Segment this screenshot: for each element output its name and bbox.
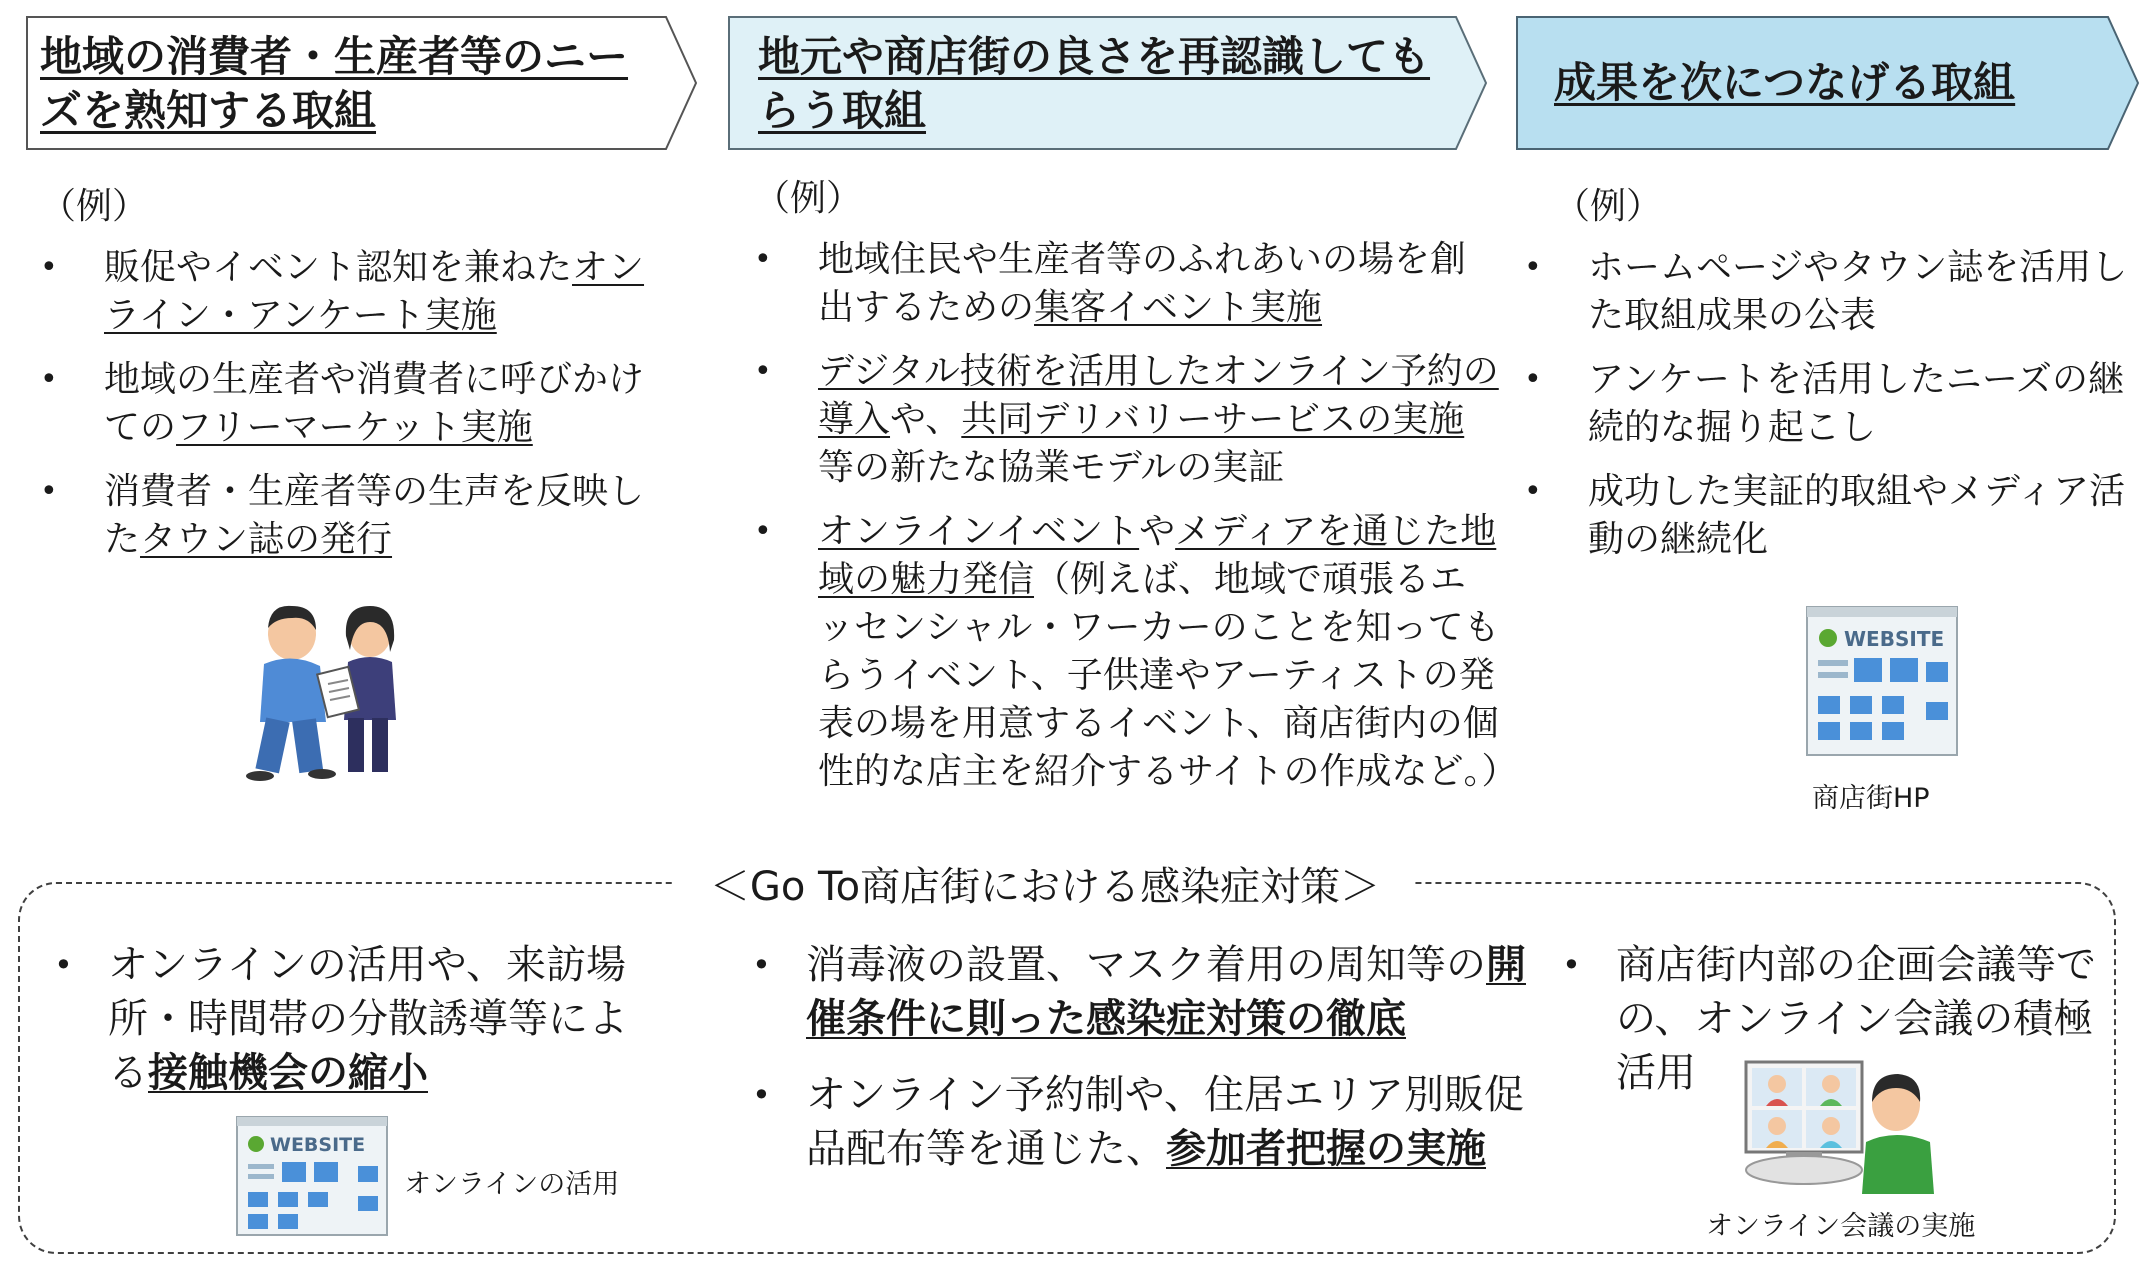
banner-title: 地元や商店街の良さを再認識してもらう取組 — [758, 32, 1431, 135]
item-text: 等の新たな協業モデルの実証 — [818, 447, 1285, 488]
item-highlight: 開催条件に則った感染症対策の徹底 — [806, 942, 1526, 1042]
online-website-icon — [236, 1116, 388, 1236]
item-highlight: オンラインイベント — [818, 511, 1140, 552]
item-text: 消毒液の設置、マスク着用の周知等の — [806, 942, 1486, 988]
column-rediscover — [740, 172, 1518, 812]
item-text: オンラインの活用や、来訪場所・時間帯の分散誘導等による — [108, 942, 628, 1096]
item-highlight: デジタル技術を活用したオンライン予約の導入 — [818, 351, 1499, 440]
item-text: 消費者・生産者等の生声を反映した — [104, 471, 645, 560]
list-item: • ホームページやタウン誌を活用した取組成果の公表 — [1510, 244, 2140, 340]
online-meeting-illustration — [1740, 1058, 1940, 1194]
infection-list-middle — [724, 938, 1544, 1198]
list-item: • アンケートを活用したニーズの継続的な掘り起こし — [1510, 356, 2140, 452]
online-caption: オンラインの活用 — [404, 1169, 620, 1200]
banner-needs — [26, 16, 698, 150]
item-text: や、 — [890, 399, 962, 440]
website-caption: 商店街HP — [1812, 783, 1930, 814]
example-list — [26, 244, 666, 564]
item-highlight: オンライン・アンケート実施 — [104, 247, 645, 336]
item-highlight: 参加者把握の実施 — [1166, 1126, 1486, 1172]
website-logo-text: WEBSITE — [1844, 627, 1945, 651]
item-highlight: 集客イベント実施 — [1034, 287, 1323, 328]
meeting-caption: オンライン会議の実施 — [1706, 1211, 1976, 1242]
item-highlight: 接触機会の縮小 — [148, 1050, 428, 1096]
list-item: • 商店街内部の企画会議等での、オンライン会議の積極活用 — [1534, 938, 2114, 1100]
item-highlight: メディアを通じた地域の魅力発信 — [818, 511, 1497, 600]
list-item — [724, 938, 1544, 1046]
list-item — [740, 508, 1518, 796]
column-next-step — [1540, 180, 2140, 580]
column-needs — [26, 180, 666, 580]
banner-next-step — [1516, 16, 2140, 150]
item-text: 販促やイベント認知を兼ねた — [104, 247, 573, 288]
list-item — [26, 356, 666, 452]
banner-title: 地域の消費者・生産者等のニーズを熟知する取組 — [40, 32, 629, 135]
website-logo-text: WEBSITE — [270, 1134, 366, 1156]
list-item — [26, 938, 666, 1100]
infection-control-title: ＜Go To商店街における感染症対策＞ — [675, 860, 1415, 914]
list-item — [740, 348, 1500, 492]
item-text: や — [1139, 511, 1176, 552]
item-highlight: フリーマーケット実施 — [176, 407, 533, 448]
item-text: 地域住民や生産者等のふれあいの場を創出するための — [818, 239, 1467, 328]
item-text: オンライン予約制や、住居エリア別販促品配布等を通じた、 — [806, 1072, 1524, 1172]
list-item — [724, 1068, 1544, 1176]
item-text: （例えば、地域で頑張るエッセンシャル・ワーカーのことを知ってもらうイベント、子供達やアーティストの発表の場を用意するイベント、商店街内の個性的な店主を紹介するサイトの作成など。） — [818, 559, 1518, 792]
list-item — [26, 244, 666, 340]
example-list — [740, 236, 1518, 796]
example-label: （例） — [40, 186, 149, 227]
infection-list-left — [26, 938, 666, 1122]
example-list — [1510, 244, 2140, 564]
list-item — [740, 236, 1500, 332]
example-label: （例） — [1554, 186, 1663, 227]
list-item — [26, 468, 666, 564]
website-thumbnail-icon — [1806, 606, 1958, 756]
item-highlight: 共同デリバリーサービスの実施 — [961, 399, 1465, 440]
item-text: 地域の生産者や消費者に呼びかけての — [104, 359, 645, 448]
example-label: （例） — [754, 178, 863, 219]
survey-people-illustration — [230, 592, 420, 782]
banner-rediscover — [728, 16, 1488, 150]
banner-title: 成果を次につなげる取組 — [1554, 58, 2016, 107]
item-highlight: タウン誌の発行 — [140, 519, 393, 560]
list-item: • 成功した実証的取組やメディア活動の継続化 — [1510, 468, 2140, 564]
